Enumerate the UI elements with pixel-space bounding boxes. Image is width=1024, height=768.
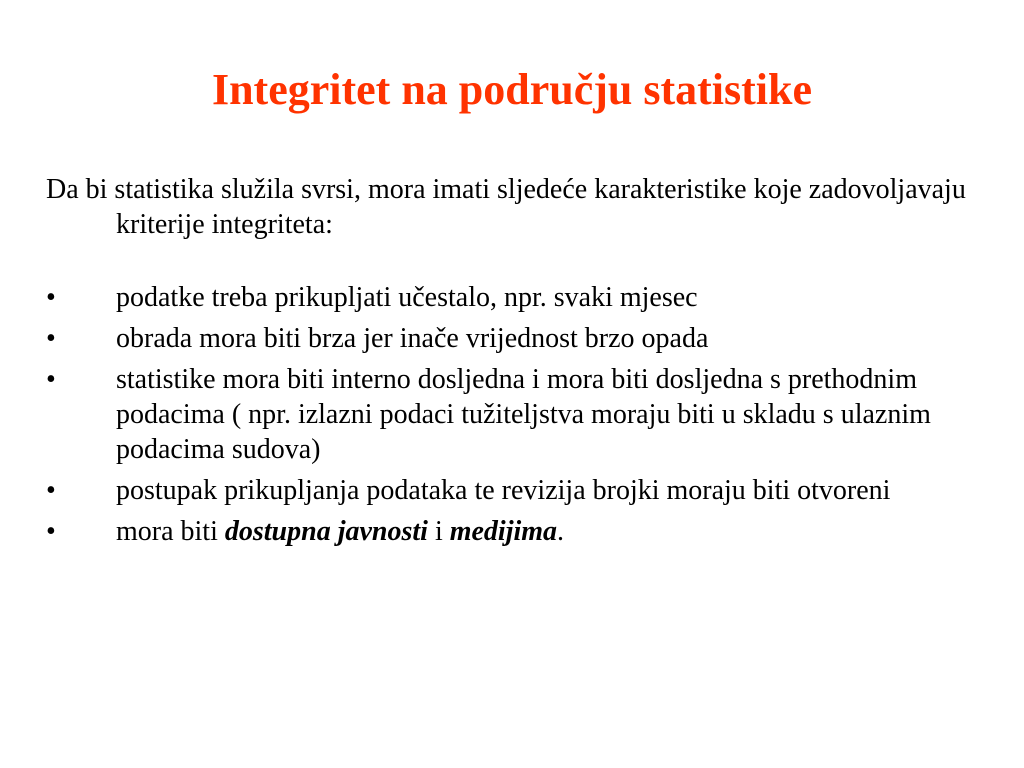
list-item-text: podatke treba prikupljati učestalo, npr. svaki mjesec [116,282,698,313]
bullet-list [46,280,976,549]
list-item-text: statistike mora biti interno dosljedna i mora biti dosljedna s prethodnim podacima ( npr. izlazni podaci tužiteljstva moraju biti u skladu s ulaznim podacima sudova) [116,364,931,465]
bullet-icon: • [46,475,56,506]
slide-body [46,172,976,555]
bullet-icon: • [46,516,56,547]
emphasis-media: medijima [449,516,558,547]
emphasis-public: dostupna javnosti [224,516,428,547]
bullet-icon: • [46,282,56,313]
text-conjunction: i [427,516,450,547]
list-item [46,321,976,356]
text-suffix: . [557,516,565,547]
list-item-text [116,516,564,547]
list-item [46,473,976,508]
list-item [46,280,976,315]
list-item-text: postupak prikupljanja podataka te revizija brojki moraju biti otvoreni [116,475,891,506]
slide-title: Integritet na području statistike [211,65,813,114]
bullet-icon: • [46,364,56,395]
text-prefix: mora biti [116,516,225,547]
intro-paragraph: Da bi statistika služila svrsi, mora imati sljedeće karakteristike koje zadovoljavaju kriterije integriteta: [46,174,966,240]
list-item [46,362,976,467]
list-item [46,514,976,549]
bullet-icon: • [46,323,56,354]
list-item-text: obrada mora biti brza jer inače vrijednost brzo opada [116,323,709,354]
